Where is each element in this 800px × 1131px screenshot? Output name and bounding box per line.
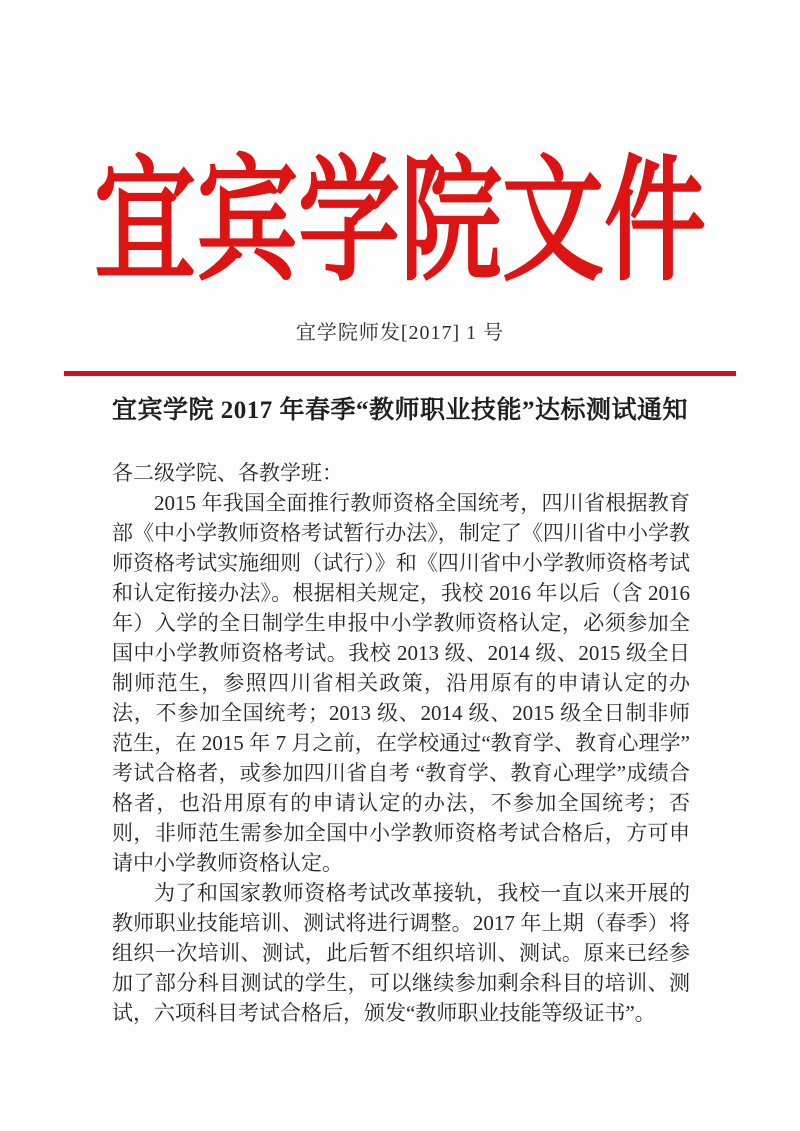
masthead-title: 宜宾学院文件 bbox=[94, 148, 706, 299]
notice-title: 宜宾学院 2017 年春季“教师职业技能”达标测试通知 bbox=[111, 397, 688, 424]
masthead bbox=[0, 148, 800, 299]
red-divider-rule bbox=[64, 371, 736, 376]
salutation: 各二级学院、各教学班： bbox=[112, 461, 343, 485]
doc-number: 宜学院师发[2017] 1 号 bbox=[295, 322, 505, 344]
notice-body bbox=[112, 458, 690, 1028]
body-paragraph: 为了和国家教师资格考试改革接轨，我校一直以来开展的教师职业技能培训、测试将进行调整。2017 年上期（春季）将组织一次培训、测试，此后暂不组织培训、测试。原来已经参加了部分科目测试的学生，可以继续参加剩余科目的培训、测试，六项科目考试合格后，颁发“教师职业技能等级证书”。 bbox=[112, 881, 690, 1025]
body-paragraph: 2015 年我国全面推行教师资格全国统考，四川省根据教育部《中小学教师资格考试暂行办法》，制定了《四川省中小学教师资格考试实施细则（试行）》和《四川省中小学教师资格考试和认定衔接办法》。根据相关规定，我校 2016 年以后（含 2016 年）入学的全日制学生申报中小学教师资格认定，必须参加全国中小学教师资格考试。我校 2013 级、2014 级、2015 级全日制师范生，参照四川省相关政策，沿用原有的申请认定的办法，不参加全国统考；2013 级、2014 级、2015 级全日制非师范生，在 2015 年 7 月之前，在学校通过“教育学、教育心理学”考试合格者，或参加四川省自考 “教育学、教育心理学”成绩合格者，也沿用原有的申请认定的办法，不参加全国统考；否则，非师范生需参加全国中小学教师资格考试合格后，方可申请中小学教师资格认定。 bbox=[112, 491, 690, 875]
